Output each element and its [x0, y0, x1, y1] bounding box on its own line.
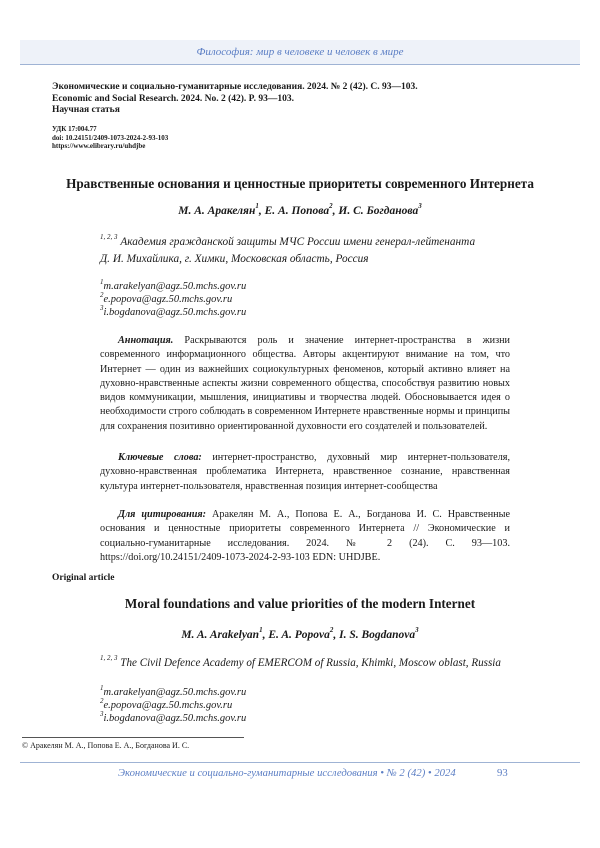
email-item: [100, 709, 500, 725]
email-sup: 1: [100, 277, 104, 286]
author-name: Е. А. Попова: [264, 205, 330, 217]
email-item: [100, 303, 500, 319]
authors-en: M. A. Arakelyan$^1$, E. A. Popova$^2$, I. S. Bogdanova$^3$: [181, 626, 419, 641]
affiliation-line: Д. И. Михайлика, г. Химки, Московская область, Россия: [100, 253, 369, 265]
doi: doi: 10.24151/2409-1073-2024-2-93-103: [52, 133, 169, 142]
email-sup: 3: [100, 709, 104, 718]
article-title-ru: Нравственные основания и ценностные приоритеты современного Интернета: [66, 176, 534, 191]
emails-en: [100, 683, 500, 725]
author-sup: 3: [415, 626, 419, 635]
udk: УДК 17:004.77: [52, 125, 97, 133]
email-link[interactable]: i.bogdanova@agz.50.mchs.gov.ru: [103, 307, 247, 318]
citation: [100, 508, 510, 565]
running-head: Философия: мир в человеке и человек в мире: [196, 46, 404, 58]
email-item: [100, 290, 500, 306]
email-sup: 2: [100, 290, 104, 299]
email-sup: 2: [100, 696, 104, 705]
author-sup: 3: [418, 202, 422, 211]
citation-meta: [52, 82, 552, 117]
footer-rule: [20, 762, 580, 763]
authors-ru: М. А. Аракелян$^1$, Е. А. Попова$^2$, И. С. Богданова$^3$: [178, 202, 422, 217]
author-name: M. A. Arakelyan: [181, 629, 260, 641]
article-title-en: Moral foundations and value priorities of the modern Internet: [124, 596, 476, 611]
author-name: И. С. Богданова: [338, 205, 419, 217]
email-link[interactable]: i.bogdanova@agz.50.mchs.gov.ru: [103, 713, 247, 724]
identifiers: [52, 125, 552, 151]
email-item: [100, 277, 500, 293]
email-sup: 1: [100, 683, 104, 692]
email-link[interactable]: e.popova@agz.50.mchs.gov.ru: [103, 294, 233, 305]
affiliation-ru: [100, 234, 560, 268]
article-type: Научная статья: [52, 105, 120, 115]
meta-line-ru: Экономические и социально-гуманитарные исследования. 2024. № 2 (42). С. 93—103.: [52, 82, 418, 92]
keywords-text: интернет-пространство, духовный мир интернет-пользователя, духовно-нравственная проблематика Интернета, нравственное сознание, нравственная культура интернет-пользователя, нравственная позиция интернет-сообщества: [100, 452, 511, 492]
citation-label: Для цитирования:: [118, 509, 207, 520]
citation-text: Аракелян М. А., Попова Е. А., Богданова И. С. Нравственные основания и ценностные приоритеты современного Интернета // Экономические и социально-гуманитарные исследования. 2024. № 2 (24). С. 93—103. https://doi.org/10.24151/2409-1073-2024-2-93-103 EDN: UHDJBE.: [100, 509, 510, 563]
email-sup: 3: [100, 303, 104, 312]
abstract: [100, 334, 510, 434]
email-link[interactable]: m.arakelyan@agz.50.mchs.gov.ru: [103, 687, 247, 698]
author-sup: 1: [255, 202, 259, 211]
meta-line-en: Economic and Social Research. 2024. No. 2 (42). P. 93—103.: [52, 93, 294, 104]
affiliation-line: Академия гражданской защиты МЧС России имени генерал-лейтенанта: [120, 236, 476, 248]
email-item: [100, 683, 500, 699]
copyright: © Аракелян М. А., Попова Е. А., Богданова И. С.: [22, 741, 190, 750]
affiliation-sup: 1, 2, 3: [100, 654, 118, 663]
author-name: М. А. Аракелян: [178, 205, 256, 217]
abstract-text: Раскрываются роль и значение интернет-пространства в жизни современного информационного общества. Авторы акцентируют внимание на том, что Интернет — один из важнейших социокультурных феноменов, который активно влияет на духовно-нравственные аспекты жизни современного общества, способствуя развитию новых видов коммуникации, мышления, инициативы и творчества людей. Обосновывается идея о необходимости строго соблюдать в современном Интернете нравственные нормы и принципы для сохранения позитивно ориентированной духовности его создателей и пользователей.: [100, 335, 510, 432]
footer-journal: Экономические и социально-гуманитарные исследования • № 2 (42) • 2024: [118, 767, 456, 779]
page-number: 93: [497, 767, 508, 779]
keywords: [100, 451, 510, 494]
original-article-label: Original article: [52, 573, 115, 583]
affiliation-line: The Civil Defence Academy of EMERCOM of Russia, Khimki, Moscow oblast, Russia: [120, 657, 501, 669]
affiliation-en: [100, 654, 540, 669]
author-sup: 2: [329, 202, 333, 211]
email-item: [100, 696, 500, 712]
elibrary-link[interactable]: https://www.elibrary.ru/uhdjbe: [52, 142, 146, 150]
keywords-label: Ключевые слова:: [118, 452, 202, 463]
abstract-label: Аннотация.: [118, 335, 174, 346]
emails-ru: [100, 277, 500, 319]
affiliation-sup: 1, 2, 3: [100, 233, 118, 242]
author-name: I. S. Bogdanova: [339, 629, 416, 641]
author-sup: 1: [259, 626, 263, 635]
email-link[interactable]: e.popova@agz.50.mchs.gov.ru: [103, 700, 233, 711]
email-link[interactable]: m.arakelyan@agz.50.mchs.gov.ru: [103, 281, 247, 292]
footnote-rule: [22, 737, 244, 738]
author-sup: 2: [329, 626, 334, 635]
author-name: E. A. Popova: [268, 629, 330, 641]
